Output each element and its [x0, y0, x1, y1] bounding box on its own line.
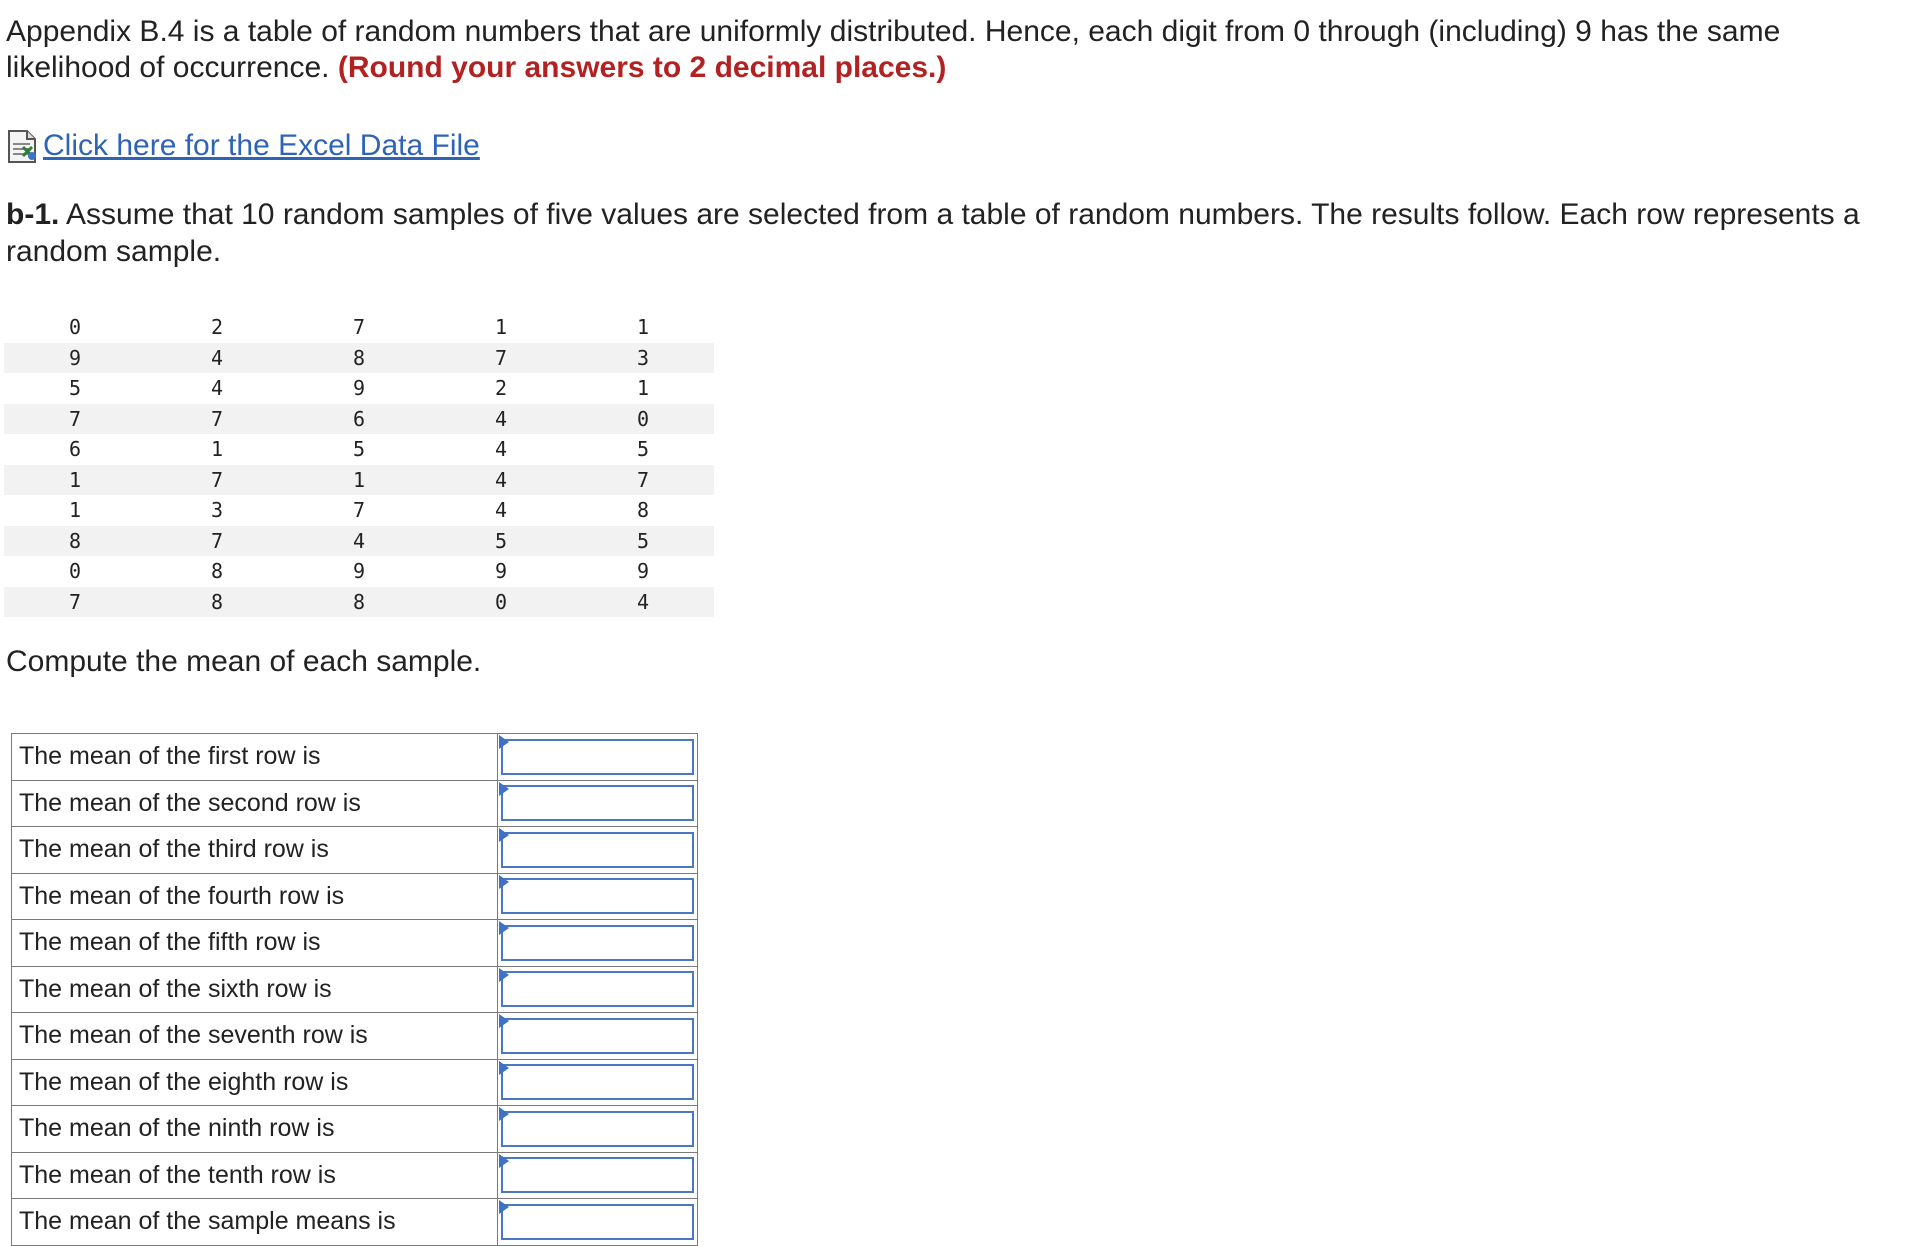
excel-data-file-link[interactable] — [6, 126, 480, 166]
input-marker-icon — [499, 875, 509, 889]
answer-table — [11, 733, 698, 1246]
sample-digit: 9 — [4, 343, 146, 374]
sample-row — [4, 526, 714, 557]
sample-digit: 8 — [288, 343, 430, 374]
excel-link-label[interactable]: Click here for the Excel Data File — [43, 129, 480, 162]
sample-digit: 8 — [288, 587, 430, 618]
mean-answer-input[interactable] — [501, 1111, 694, 1147]
answer-label: The mean of the sample means is — [12, 1199, 498, 1246]
excel-file-icon — [6, 128, 40, 164]
sample-row — [4, 556, 714, 587]
mean-answer-input[interactable] — [501, 739, 694, 775]
sample-digit: 4 — [494, 437, 508, 462]
sample-digit: 6 — [288, 404, 430, 435]
sample-digit: 3 — [210, 498, 224, 523]
input-marker-icon — [499, 921, 509, 935]
sample-digit: 4 — [430, 465, 572, 496]
mean-answer-input[interactable] — [501, 1157, 694, 1193]
sample-digit: 4 — [288, 526, 430, 557]
answer-label: The mean of the second row is — [12, 780, 498, 827]
input-marker-icon — [499, 1107, 509, 1121]
sample-digit: 4 — [572, 587, 714, 618]
mean-answer-input[interactable] — [501, 878, 694, 914]
mean-answer-input[interactable] — [501, 925, 694, 961]
answer-row — [12, 966, 698, 1013]
sample-digit: 5 — [572, 526, 714, 557]
answer-row — [12, 780, 698, 827]
sample-digit: 8 — [210, 559, 224, 584]
sample-digit: 0 — [430, 587, 572, 618]
sample-digit: 6 — [68, 437, 82, 462]
answer-cell — [498, 920, 698, 967]
answer-row — [12, 827, 698, 874]
answer-cell — [498, 1059, 698, 1106]
answer-cell — [498, 1199, 698, 1246]
answer-cell — [498, 1013, 698, 1060]
sample-digit: 4 — [146, 343, 288, 374]
input-marker-icon — [499, 1154, 509, 1168]
answer-cell — [498, 1106, 698, 1153]
sample-digit: 0 — [68, 315, 82, 340]
answer-label: The mean of the ninth row is — [12, 1106, 498, 1153]
answer-row — [12, 1152, 698, 1199]
answer-label: The mean of the fourth row is — [12, 873, 498, 920]
sample-digit: 8 — [146, 587, 288, 618]
input-marker-icon — [499, 828, 509, 842]
answer-label: The mean of the fifth row is — [12, 920, 498, 967]
sample-digit: 7 — [146, 404, 288, 435]
sample-row — [4, 404, 714, 435]
answer-row — [12, 873, 698, 920]
sample-row — [4, 495, 714, 526]
answer-label: The mean of the first row is — [12, 734, 498, 781]
answer-cell — [498, 734, 698, 781]
sample-digit: 4 — [210, 376, 224, 401]
part-b1-prompt — [6, 196, 1886, 270]
sample-digit: 7 — [146, 465, 288, 496]
mean-answer-input[interactable] — [501, 1204, 694, 1240]
rounding-note: (Round your answers to 2 decimal places.) — [337, 51, 947, 84]
sample-digit: 7 — [572, 465, 714, 496]
sample-digit: 8 — [636, 498, 650, 523]
sample-row — [4, 373, 714, 404]
sample-digit: 4 — [494, 498, 508, 523]
sample-digit: 1 — [288, 465, 430, 496]
sample-row — [4, 312, 714, 343]
input-marker-icon — [499, 968, 509, 982]
sample-digit: 7 — [352, 498, 366, 523]
sample-digit: 1 — [636, 315, 650, 340]
sample-digit: 7 — [4, 404, 146, 435]
sample-digit: 7 — [352, 315, 366, 340]
sample-digit: 9 — [352, 376, 366, 401]
answer-cell — [498, 827, 698, 874]
answer-label: The mean of the seventh row is — [12, 1013, 498, 1060]
sample-digit: 2 — [494, 376, 508, 401]
sample-row — [4, 343, 714, 374]
sample-digit: 1 — [494, 315, 508, 340]
sample-digit: 1 — [210, 437, 224, 462]
sample-digit: 7 — [430, 343, 572, 374]
answer-label: The mean of the tenth row is — [12, 1152, 498, 1199]
answer-row — [12, 1199, 698, 1246]
mean-answer-input[interactable] — [501, 1018, 694, 1054]
sample-digit: 5 — [636, 437, 650, 462]
input-marker-icon — [499, 1014, 509, 1028]
sample-row — [4, 587, 714, 618]
sample-digit: 7 — [4, 587, 146, 618]
answer-cell — [498, 966, 698, 1013]
sample-digit: 8 — [4, 526, 146, 557]
mean-answer-input[interactable] — [501, 785, 694, 821]
sample-digit: 5 — [68, 376, 82, 401]
mean-answer-input[interactable] — [501, 971, 694, 1007]
answer-row — [12, 920, 698, 967]
mean-answer-input[interactable] — [501, 832, 694, 868]
sample-digit: 5 — [352, 437, 366, 462]
input-marker-icon — [499, 782, 509, 796]
sample-digit: 9 — [494, 559, 508, 584]
answer-row — [12, 734, 698, 781]
random-samples-table — [4, 312, 714, 617]
input-marker-icon — [499, 1061, 509, 1075]
answer-cell — [498, 873, 698, 920]
input-marker-icon — [499, 735, 509, 749]
answer-cell — [498, 1152, 698, 1199]
sample-digit: 0 — [68, 559, 82, 584]
sample-row — [4, 465, 714, 496]
answer-row — [12, 1059, 698, 1106]
question-intro — [6, 14, 1896, 86]
intro-text: Appendix B.4 is a table of random numbers that are uniformly distributed. Hence, each digit from 0 through (including) 9 has the same likelihood of occurrence. — [6, 15, 1781, 84]
sample-digit: 9 — [636, 559, 650, 584]
sample-digit: 5 — [430, 526, 572, 557]
sample-digit: 3 — [572, 343, 714, 374]
part-label: b-1. — [6, 198, 60, 231]
part-text: Assume that 10 random samples of five values are selected from a table of random numbers. The results follow. Each row represents a random sample. — [6, 198, 1860, 268]
answer-label: The mean of the third row is — [12, 827, 498, 874]
compute-prompt: Compute the mean of each sample. — [6, 645, 482, 678]
answer-cell — [498, 780, 698, 827]
answer-row — [12, 1013, 698, 1060]
sample-digit: 9 — [352, 559, 366, 584]
sample-digit: 7 — [146, 526, 288, 557]
mean-answer-input[interactable] — [501, 1064, 694, 1100]
sample-digit: 1 — [636, 376, 650, 401]
sample-digit: 1 — [4, 465, 146, 496]
answer-label: The mean of the eighth row is — [12, 1059, 498, 1106]
answer-row — [12, 1106, 698, 1153]
sample-digit: 2 — [210, 315, 224, 340]
answer-label: The mean of the sixth row is — [12, 966, 498, 1013]
sample-digit: 0 — [572, 404, 714, 435]
input-marker-icon — [499, 1200, 509, 1214]
sample-digit: 4 — [430, 404, 572, 435]
sample-digit: 1 — [68, 498, 82, 523]
sample-row — [4, 434, 714, 465]
